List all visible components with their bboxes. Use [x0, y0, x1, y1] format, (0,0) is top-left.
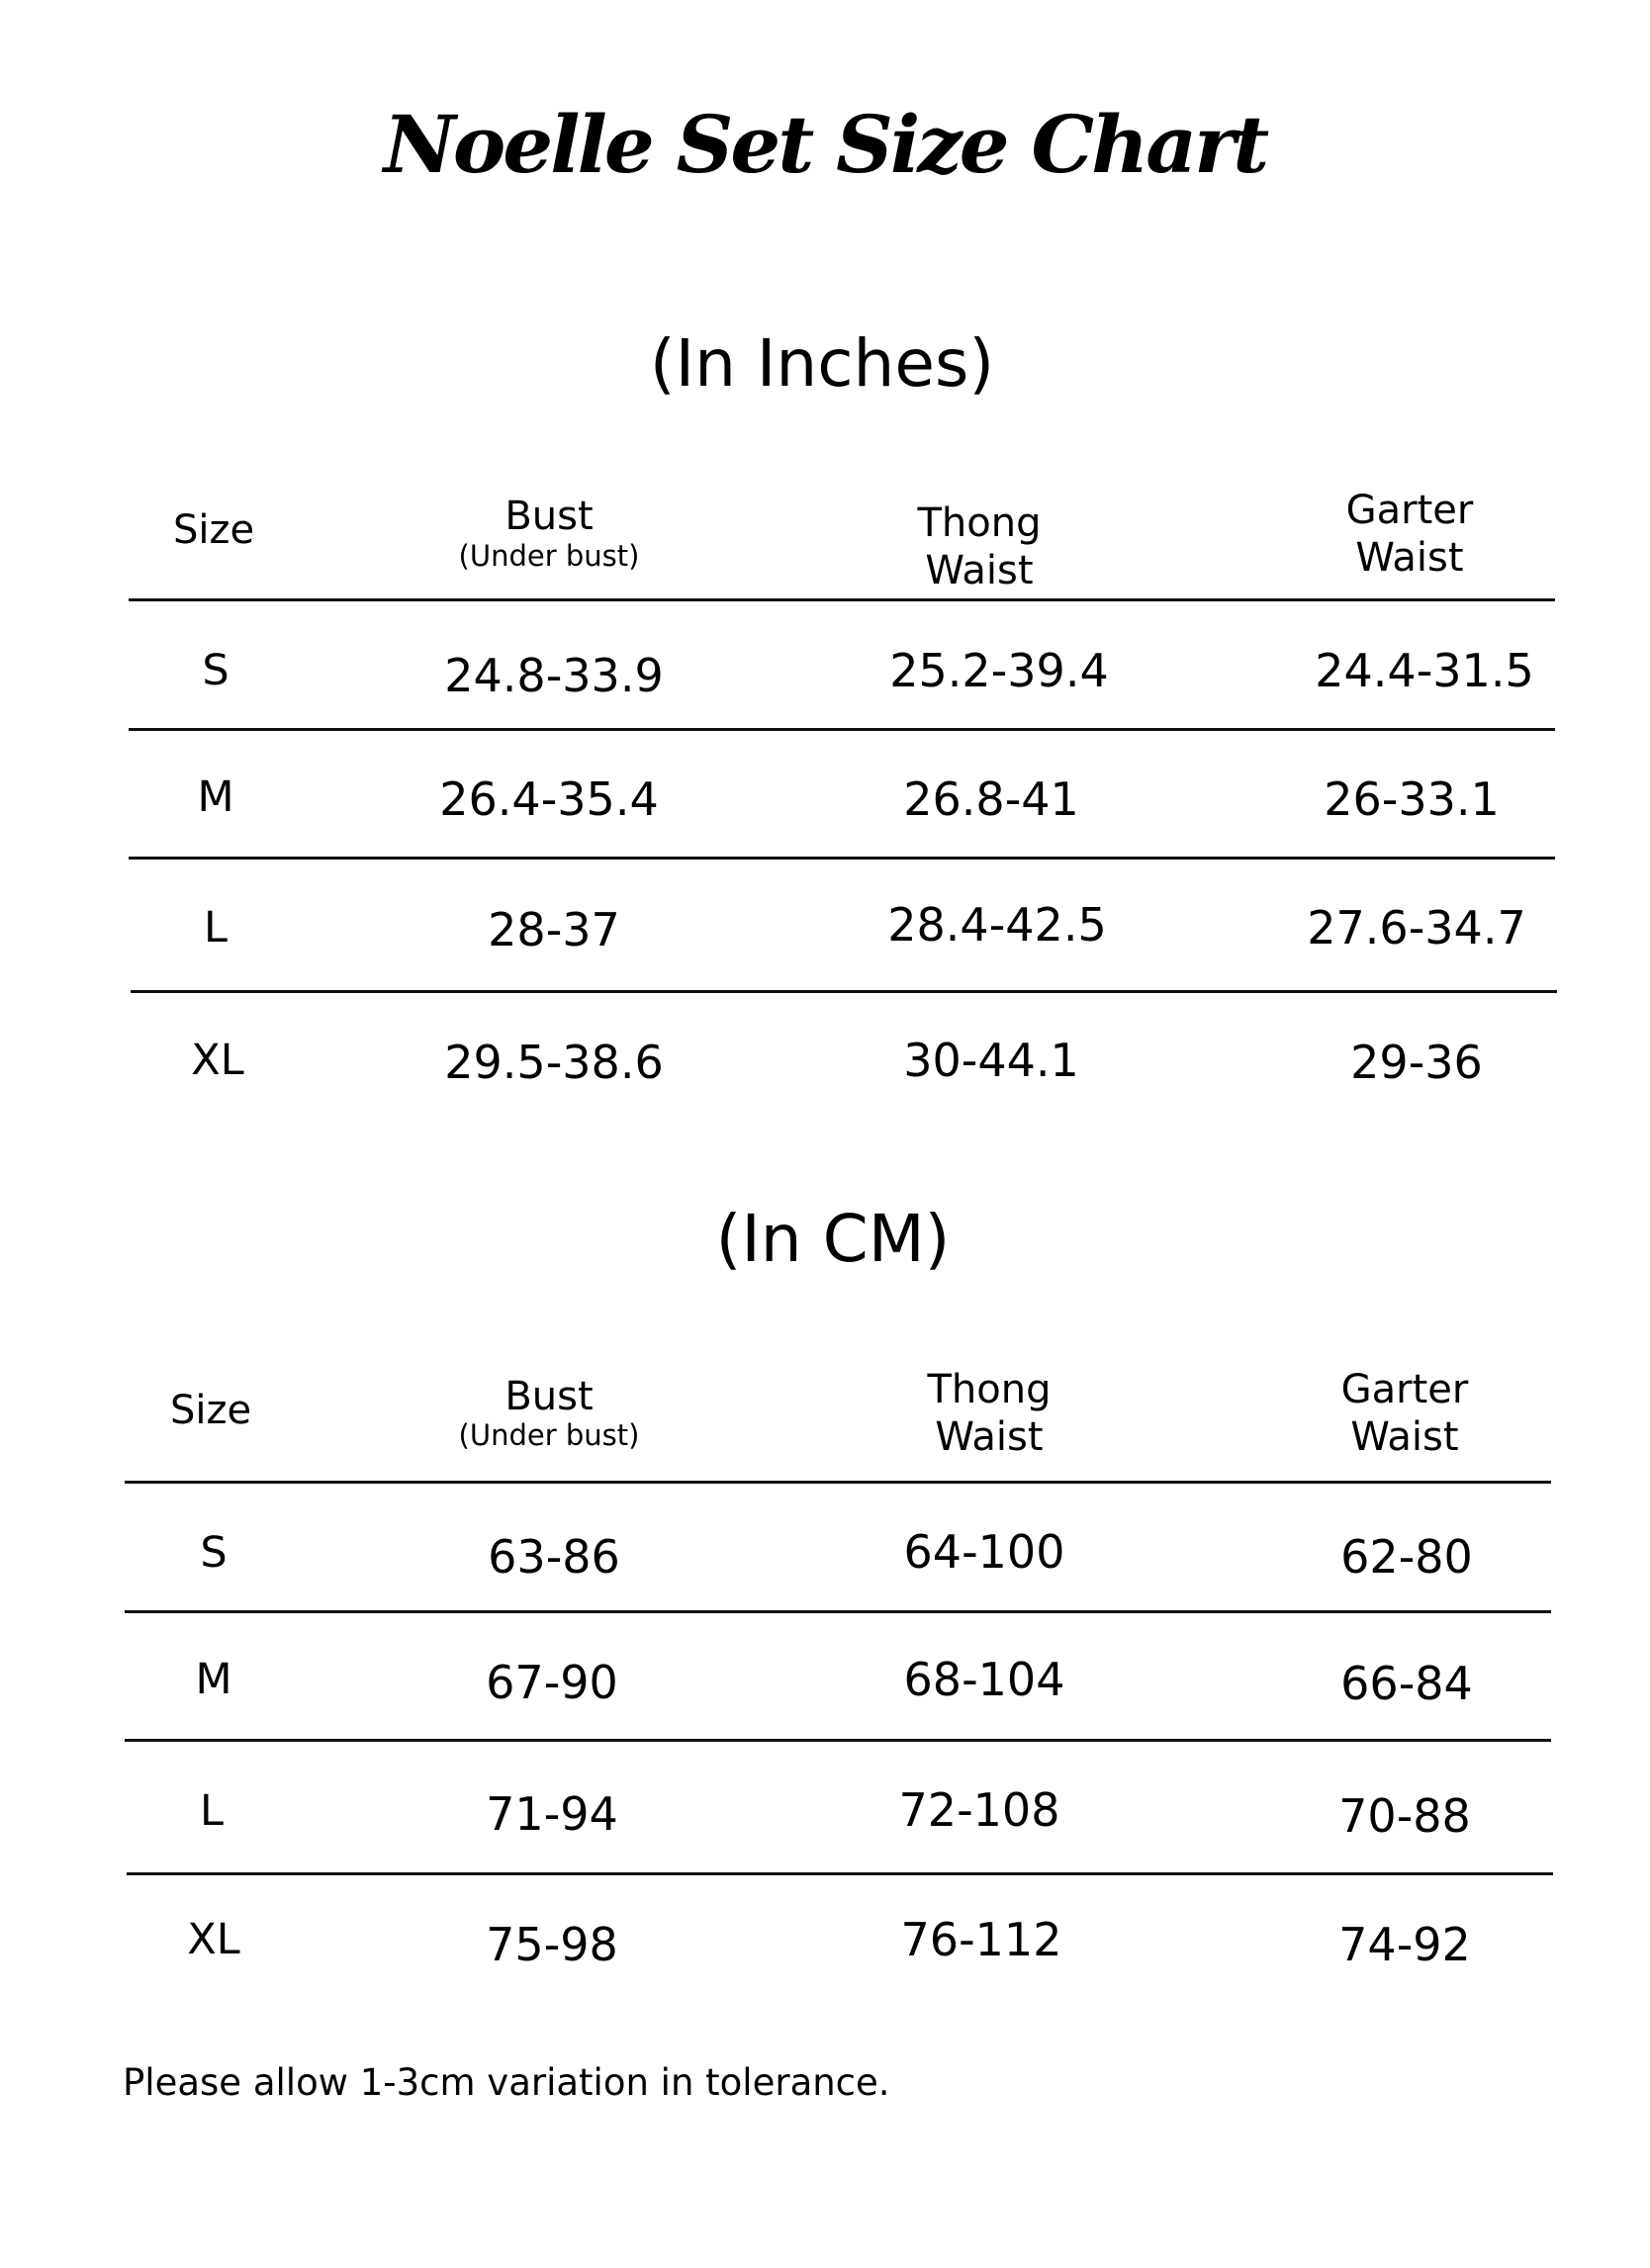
bust-column-subheader: (Under bust)	[458, 1418, 640, 1452]
row-divider	[125, 1610, 1551, 1613]
table-row-size: S	[202, 646, 229, 695]
cm-section-heading: (In CM)	[715, 1201, 951, 1277]
table-row-size: L	[200, 1786, 224, 1836]
table-row-bust: 71-94	[486, 1787, 618, 1841]
table-row-thong: 26.8-41	[903, 772, 1079, 826]
tolerance-note: Please allow 1-3cm variation in tolerance.	[123, 2061, 890, 2104]
table-row-bust: 24.8-33.9	[444, 649, 664, 702]
table-row-bust: 63-86	[488, 1530, 620, 1584]
row-divider	[125, 1739, 1551, 1742]
bust-column-subheader: (Under bust)	[458, 539, 640, 573]
size-column-header: Size	[172, 507, 255, 553]
table-row-size: S	[200, 1528, 228, 1578]
thong-column-header-line2: Waist	[925, 548, 1034, 593]
page-title: Noelle Set Size Chart	[383, 98, 1267, 191]
bust-column-header: Bust	[504, 1374, 594, 1419]
table-row-bust: 75-98	[486, 1918, 618, 1971]
row-divider	[129, 728, 1555, 731]
size-column-header: Size	[169, 1388, 252, 1433]
table-row-thong: 72-108	[898, 1783, 1060, 1837]
row-divider	[127, 1872, 1553, 1875]
table-row-bust: 29.5-38.6	[444, 1036, 664, 1089]
thong-column-header-line1: Thong	[917, 500, 1042, 546]
thong-column-header-line1: Thong	[927, 1367, 1052, 1412]
table-row-garter: 26-33.1	[1324, 772, 1500, 826]
garter-column-header-line2: Waist	[1355, 535, 1464, 581]
table-row-garter: 66-84	[1340, 1657, 1473, 1710]
table-row-garter: 27.6-34.7	[1307, 901, 1526, 954]
table-row-size: M	[197, 772, 234, 822]
garter-column-header-line1: Garter	[1340, 1367, 1469, 1412]
header-divider	[125, 1481, 1551, 1484]
table-row-garter: 74-92	[1338, 1918, 1471, 1971]
garter-column-header-line2: Waist	[1350, 1414, 1459, 1460]
table-row-garter: 24.4-31.5	[1315, 644, 1534, 697]
table-row-size: M	[195, 1655, 232, 1704]
header-divider	[129, 598, 1555, 601]
table-row-garter: 62-80	[1340, 1530, 1473, 1584]
table-row-thong: 76-112	[900, 1913, 1062, 1966]
table-row-garter: 29-36	[1350, 1036, 1483, 1089]
table-row-size: L	[204, 903, 228, 953]
table-row-thong: 64-100	[903, 1525, 1065, 1579]
row-divider	[129, 857, 1555, 860]
table-row-thong: 25.2-39.4	[889, 644, 1109, 697]
table-row-thong: 30-44.1	[903, 1034, 1079, 1087]
table-row-size: XL	[187, 1915, 240, 1964]
table-row-thong: 28.4-42.5	[887, 898, 1107, 952]
table-row-bust: 67-90	[486, 1656, 618, 1709]
row-divider	[131, 990, 1557, 993]
inches-section-heading: (In Inches)	[649, 325, 995, 402]
table-row-size: XL	[191, 1036, 244, 1085]
table-row-thong: 68-104	[903, 1653, 1065, 1706]
table-row-bust: 26.4-35.4	[439, 772, 659, 826]
garter-column-header-line1: Garter	[1345, 488, 1474, 533]
bust-column-header: Bust	[504, 494, 594, 539]
table-row-garter: 70-88	[1338, 1789, 1471, 1843]
table-row-bust: 28-37	[488, 903, 620, 956]
thong-column-header-line2: Waist	[935, 1414, 1044, 1460]
